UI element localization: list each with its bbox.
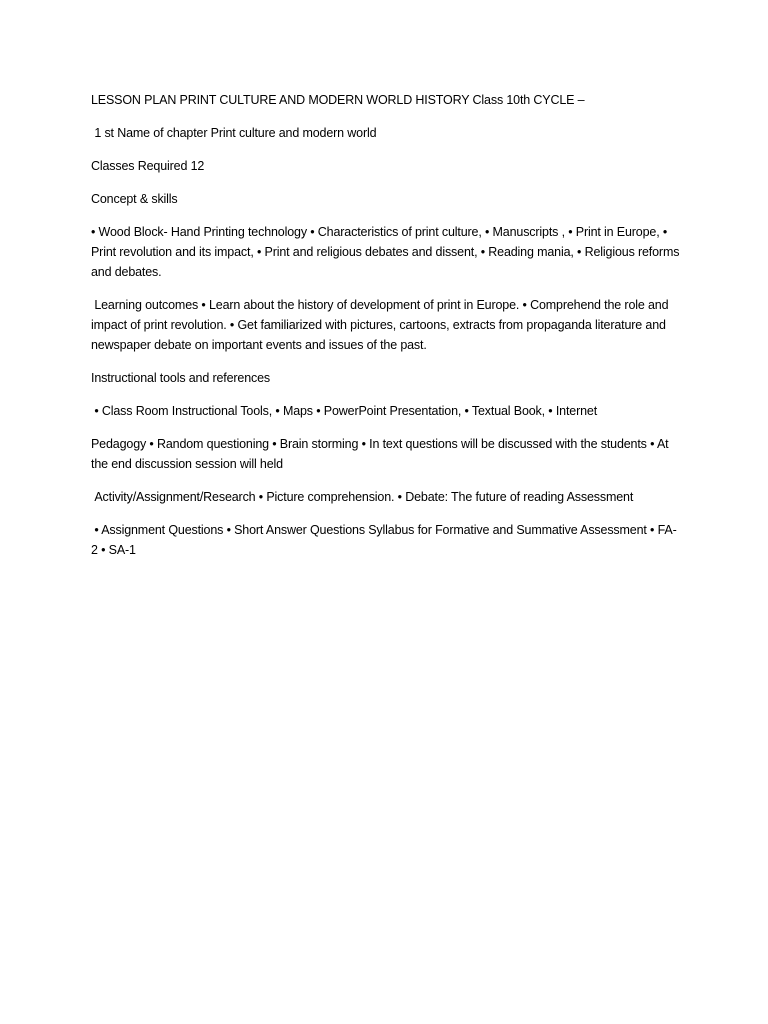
- concept-skills-list: • Wood Block- Hand Printing technology • Characteristics of print culture, • Manuscripts , • Print in Europe, • Print revolution and its impact, • Print and religious debates and dissent, • Reading mania, • Religious reforms and debates.: [91, 225, 680, 279]
- concept-skills-heading: Concept & skills: [91, 192, 178, 206]
- chapter-name: 1 st Name of chapter Print culture and modern world: [91, 126, 377, 140]
- pedagogy: Pedagogy • Random questioning • Brain storming • In text questions will be discussed with the students • At the end discussion session will held: [91, 437, 669, 471]
- learning-outcomes: Learning outcomes • Learn about the history of development of print in Europe. • Comprehend the role and impact of print revolution. • Get familiarized with pictures, cartoons, extracts from propaganda literature and newspaper debate on important events and issues of the past.: [91, 298, 672, 352]
- instructional-tools-list: • Class Room Instructional Tools, • Maps • PowerPoint Presentation, • Textual Book, • Internet: [91, 404, 598, 418]
- classes-required: Classes Required 12: [91, 159, 205, 173]
- lesson-plan-title: LESSON PLAN PRINT CULTURE AND MODERN WORLD HISTORY Class 10th CYCLE –: [91, 93, 585, 107]
- instructional-tools-heading: Instructional tools and references: [91, 371, 271, 385]
- assessment-list: • Assignment Questions • Short Answer Questions Syllabus for Formative and Summative Assessment • FA-2 • SA-1: [91, 523, 677, 557]
- document-body: [91, 90, 681, 560]
- activity-assignment-research: Activity/Assignment/Research • Picture comprehension. • Debate: The future of reading Assessment: [91, 490, 634, 504]
